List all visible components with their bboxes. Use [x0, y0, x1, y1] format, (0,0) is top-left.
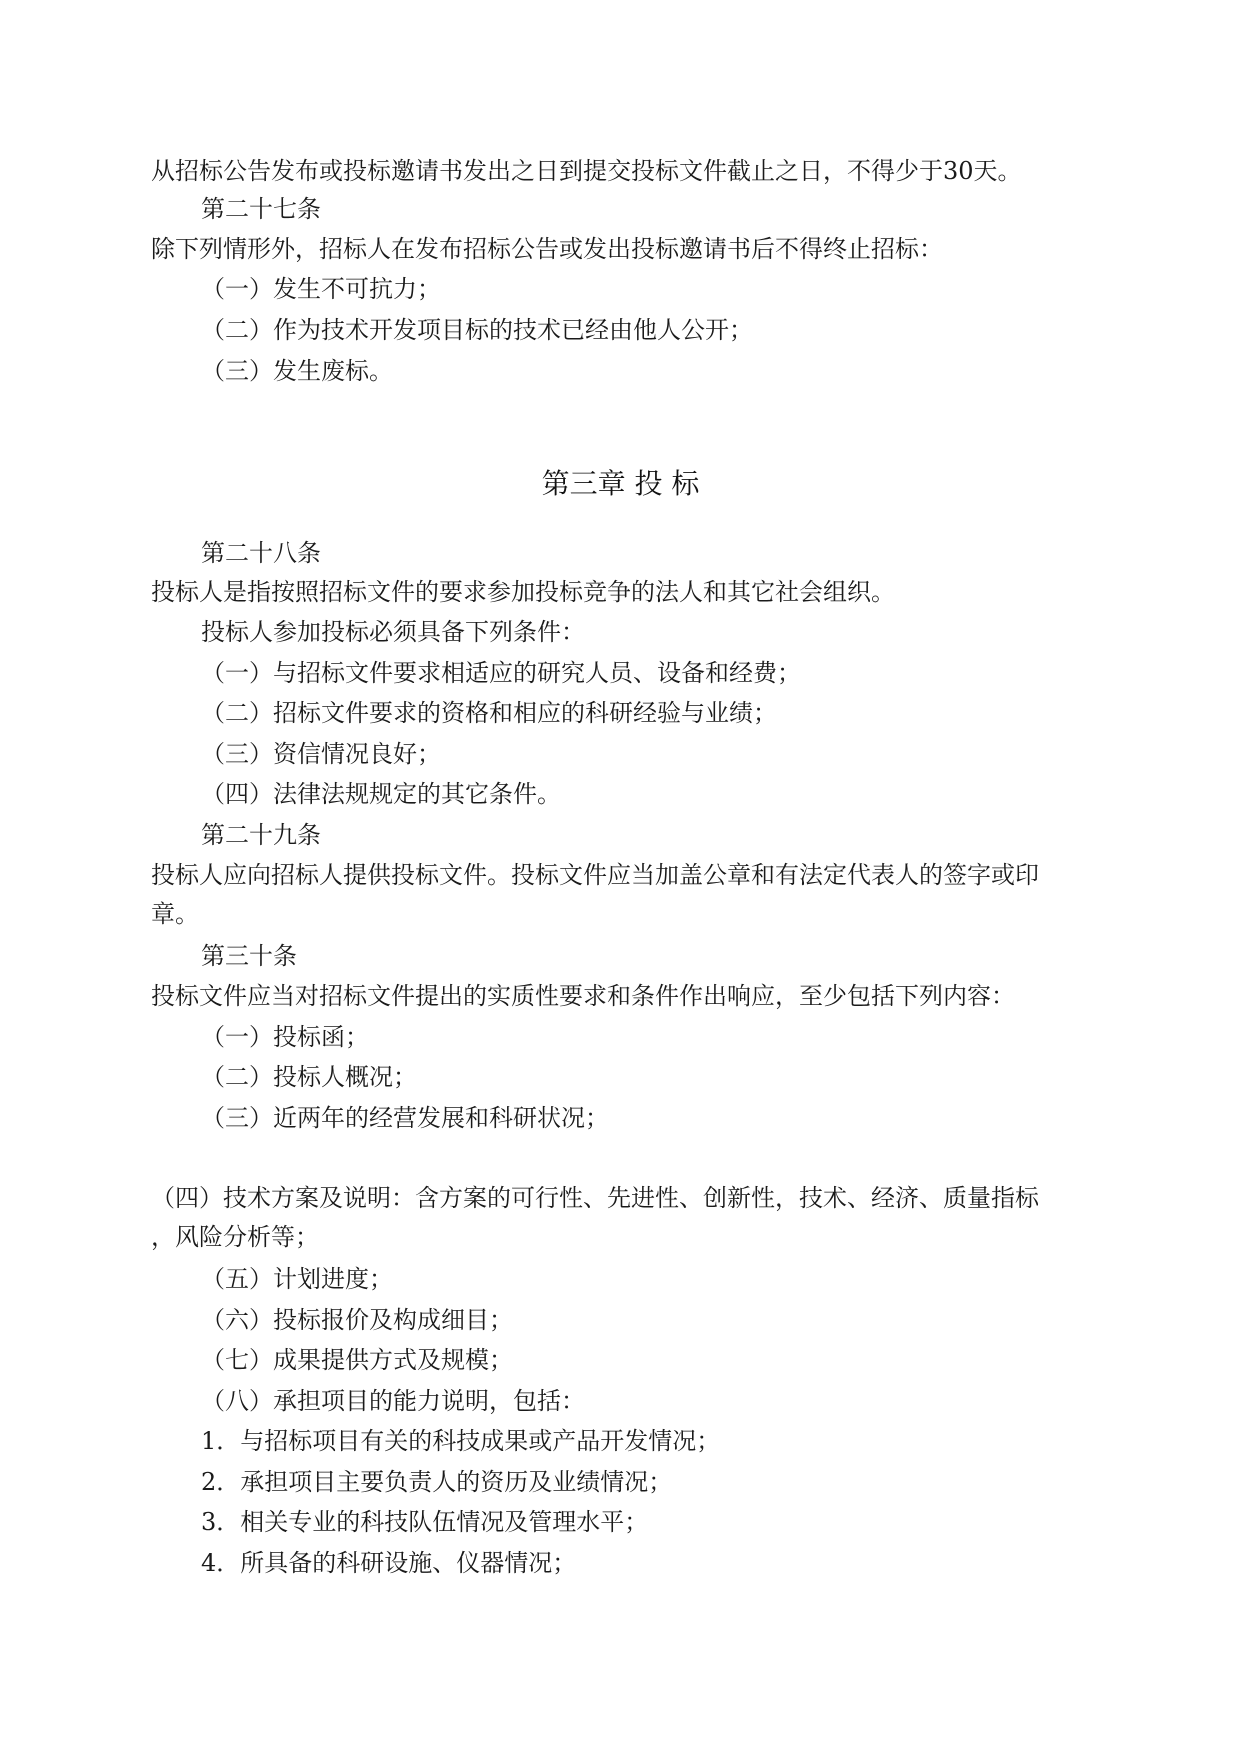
paragraph-line: 除下列情形外，招标人在发布招标公告或发出投标邀请书后不得终止招标：: [151, 235, 943, 263]
paragraph-line: 章。: [151, 900, 199, 928]
list-item: （一）与招标文件要求相适应的研究人员、设备和经费；: [201, 659, 801, 687]
numbered-item: 4．所具备的科研设施、仪器情况；: [201, 1549, 577, 1577]
article-number: 第二十九条: [201, 821, 321, 849]
list-item: （三）资信情况良好；: [201, 740, 441, 768]
paragraph-line: 投标文件应当对招标文件提出的实质性要求和条件作出响应，至少包括下列内容：: [151, 982, 1015, 1010]
paragraph-line: 投标人应向招标人提供投标文件。投标文件应当加盖公章和有法定代表人的签字或印: [151, 861, 1039, 889]
list-item: （二）招标文件要求的资格和相应的科研经验与业绩；: [201, 699, 777, 727]
list-item: （二）作为技术开发项目标的技术已经由他人公开；: [201, 316, 753, 344]
article-number: 第二十七条: [201, 195, 321, 223]
article-number: 第三十条: [201, 942, 297, 970]
list-item: （七）成果提供方式及规模；: [201, 1346, 513, 1374]
paragraph-line: 从招标公告发布或投标邀请书发出之日到提交投标文件截止之日，不得少于30天。: [151, 157, 1022, 185]
list-item: （五）计划进度；: [201, 1265, 393, 1293]
paragraph-line: ，风险分析等；: [151, 1223, 319, 1251]
list-item: （八）承担项目的能力说明，包括：: [201, 1387, 585, 1415]
paragraph-line: 投标人参加投标必须具备下列条件：: [201, 618, 585, 646]
numbered-item: 3．相关专业的科技队伍情况及管理水平；: [201, 1508, 649, 1536]
numbered-item: 1．与招标项目有关的科技成果或产品开发情况；: [201, 1427, 721, 1455]
list-item: （四）技术方案及说明：含方案的可行性、先进性、创新性，技术、经济、质量指标: [151, 1184, 1039, 1212]
list-item: （一）发生不可抗力；: [201, 275, 441, 303]
list-item: （三）近两年的经营发展和科研状况；: [201, 1104, 609, 1132]
numbered-item: 2．承担项目主要负责人的资历及业绩情况；: [201, 1468, 673, 1496]
list-item: （二）投标人概况；: [201, 1063, 417, 1091]
list-item: （一）投标函；: [201, 1023, 369, 1051]
list-item: （四）法律法规规定的其它条件。: [201, 780, 561, 808]
list-item: （六）投标报价及构成细目；: [201, 1306, 513, 1334]
list-item: （三）发生废标。: [201, 357, 393, 385]
chapter-heading: 第三章 投 标: [541, 467, 700, 500]
paragraph-line: 投标人是指按照招标文件的要求参加投标竞争的法人和其它社会组织。: [151, 578, 895, 606]
article-number: 第二十八条: [201, 539, 321, 567]
